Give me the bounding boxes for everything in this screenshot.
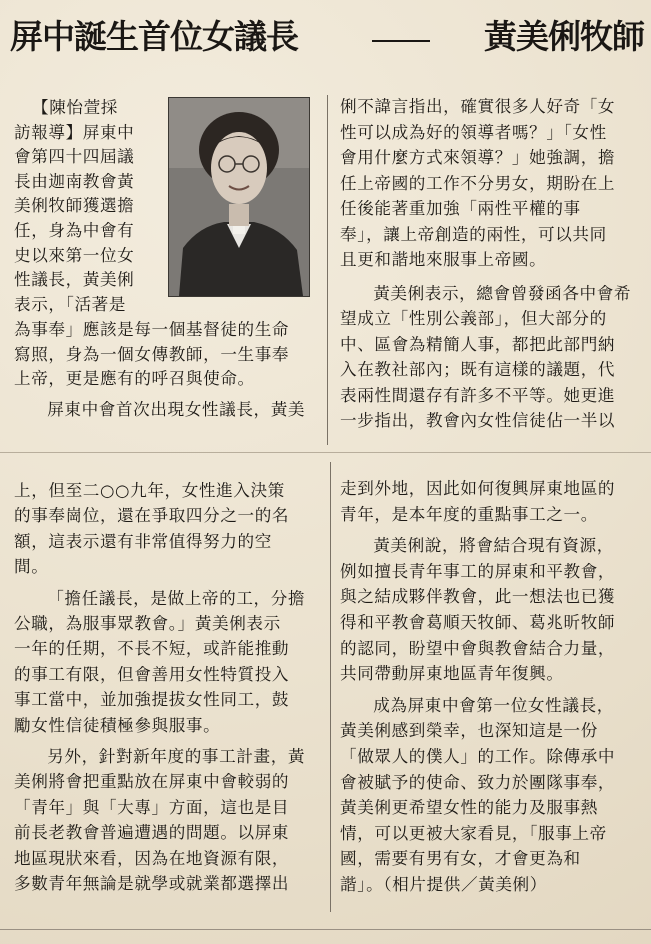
text-line: 諧」。（相片提供／黃美俐） [340,874,547,894]
text-line: 表示，「活著是 [14,294,127,314]
text-line: 寫照，身為一個女傳教師，一生事奉 [14,344,290,364]
text-line: 的認同，盼望中會與教會結合力量， [340,638,616,658]
text-line: 另外，針對新年度的事工計畫，黃 [47,747,306,767]
text-line: 性議長，黃美俐 [14,270,135,290]
text-line: 青年，是本年度的重點事工之一。 [340,504,598,524]
text-line: 前長老教會普遍遭遇的問題。以屏東 [14,823,290,843]
text-line: 額，這表示還有非常值得努力的空 [14,531,272,551]
text-line: 【陳怡萱採 [32,98,118,117]
text-line: 為事奉」應該是每一個基督徒的生命 [14,320,290,339]
lower-left-column [14,478,320,897]
text-line: 上，但至二○○九年，女性進入決策 [14,481,285,500]
text-line: 走到外地，因此如何復興屏東地區的 [340,479,616,498]
text-line: 任，身為中會有 [14,220,135,240]
text-line: 會用什麼方式來領導？」她強調，擔 [340,148,616,167]
text-line: 與之結成夥伴教會，此一想法也已獲 [340,587,616,607]
text-line: 望成立「性別公義部」，但大部分的 [340,309,607,328]
text-line: 「擔任議長，是做上帝的工，分擔 [47,588,306,608]
headline-dash [372,40,430,42]
bottom-rule [0,929,651,930]
text-line: 地區現狀來看，因為在地資源有限， [14,848,290,868]
text-line: 得和平教會葛順天牧師、葛兆昕牧師 [340,612,616,632]
portrait-photo-icon [169,98,309,296]
text-line: 奉」，讓上帝創造的兩性，可以共同 [340,224,607,244]
portrait-photo [168,97,310,297]
text-line: 公職，為服事眾教會。」黃美俐表示 [14,614,281,634]
text-line: 的事奉崗位，還在爭取四分之一的名 [14,506,290,526]
text-line: 的事工有限，但會善用女性特質投入 [14,664,290,684]
text-line: 史以來第一位女 [14,245,135,265]
column-divider-upper [327,95,328,445]
text-line: 性可以成為好的領導者嗎？」「女性 [340,122,607,142]
text-line: 黃美俐說，將會結合現有資源， [373,536,614,556]
text-line: 多數青年無論是就學或就業都選擇出 [14,874,290,894]
text-line: 黃美俐更希望女性的能力及服事熱 [340,798,598,818]
text-line: 「做眾人的僕人」的工作。除傳承中 [340,746,616,766]
text-line: 會第四十四屆議 [14,147,135,167]
text-line: 黃美俐表示，總會曾發函各中會希 [373,283,632,303]
text-line: 長由迦南教會黃 [14,171,135,191]
text-line: 美俐將會把重點放在屏東中會較弱的 [14,772,290,792]
text-line: 情，可以更被大家看見，「服事上帝 [340,823,607,843]
horizontal-fold-divider [0,452,651,453]
text-line: 任上帝國的工作不分男女，期盼在上 [340,173,616,193]
text-line: 俐不諱言指出，確實很多人好奇「女 [340,97,616,116]
upper-right-column [340,94,642,434]
text-line: 國，需要有男有女，才會更為和 [340,849,581,869]
text-line: 且更和諧地來服事上帝國。 [340,250,547,269]
headline-name: 黃美俐牧師 [484,17,644,56]
text-line: 例如擅長青年事工的屏東和平教會， [340,561,616,581]
text-line: 共同帶動屏東地區青年復興。 [340,664,564,684]
text-line: 屏東中會首次出現女性議長，黃美 [47,399,306,419]
headline-main: 屏中誕生首位女議長 [10,17,298,56]
column-divider-lower [330,462,331,912]
upper-left-beside-photo [14,96,164,317]
headline [10,12,644,62]
text-line: 黃美俐感到榮幸，也深知這是一份 [340,721,598,741]
text-line: 勵女性信徒積極參與服事。 [14,715,221,735]
text-line: 一年的任期，不長不短，或許能推動 [14,639,290,659]
lower-right-column [340,476,642,898]
text-line: 上帝，更是應有的呼召與使命。 [14,369,255,388]
text-line: 一步指出，教會內女性信徒佔一半以 [340,411,616,430]
text-line: 「青年」與「大專」方面，這也是目 [14,797,290,817]
text-line: 入在教社部內；既有這樣的議題，代 [340,360,616,379]
text-line: 會被賦予的使命、致力於團隊事奉， [340,772,616,792]
text-line: 成為屏東中會第一位女性議長， [373,695,614,715]
text-line: 任後能著重加強「兩性平權的事 [340,199,581,218]
text-line: 表兩性間還存有許多不平等。她更進 [340,385,616,405]
text-line: 間。 [14,557,49,577]
text-line: 中、區會為精簡人事，都把此部門納 [340,334,616,354]
upper-left-full-width [14,318,320,422]
text-line: 訪報導】屏東中 [14,122,135,142]
text-line: 美俐牧師獲選擔 [14,196,135,216]
text-line: 事工當中，並加強提拔女性同工，鼓 [14,690,290,710]
